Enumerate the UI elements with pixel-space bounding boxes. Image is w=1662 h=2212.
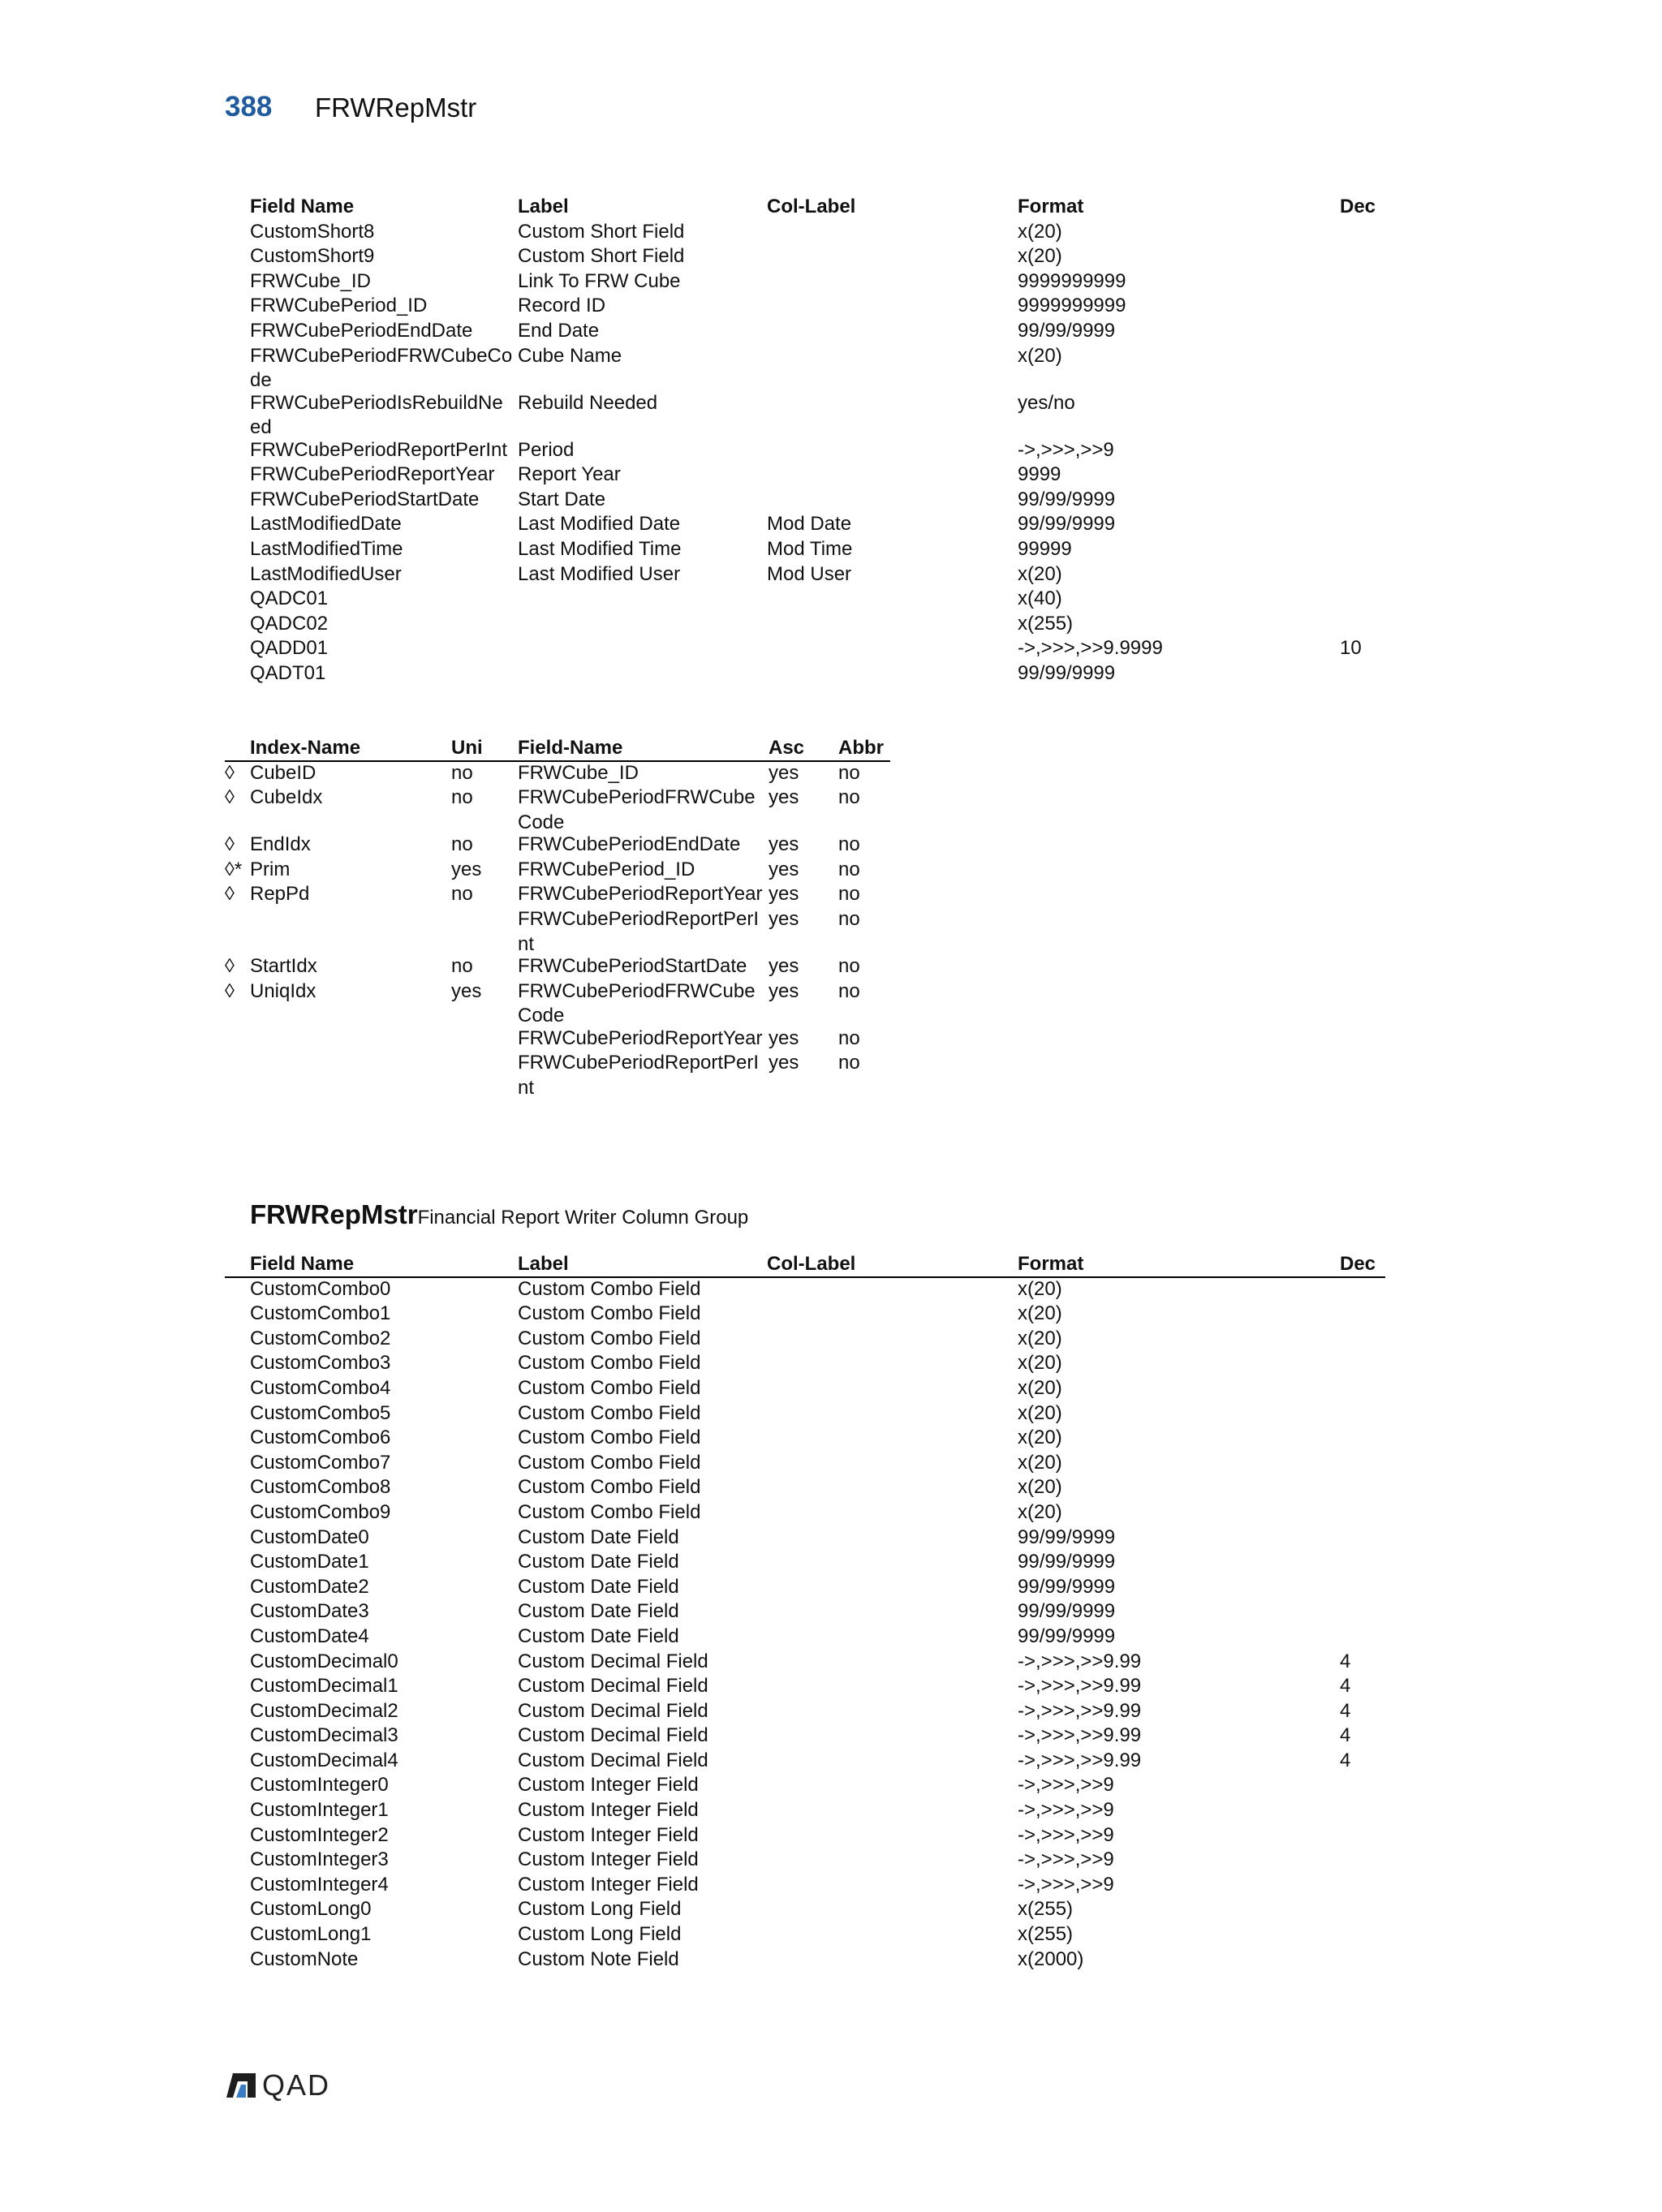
table-row [250, 1327, 1386, 1352]
header-format: Format [1018, 1253, 1084, 1275]
table-header-row [250, 1252, 1386, 1277]
format-cell: 9999999999 [1018, 295, 1126, 317]
label-cell: Custom Decimal Field [518, 1699, 708, 1722]
format-cell: 99/99/9999 [1018, 513, 1116, 536]
page-title: FRWRepMstr [315, 93, 477, 123]
unique-cell: no [451, 761, 473, 784]
format-cell: x(255) [1018, 1898, 1074, 1921]
label-cell: Custom Decimal Field [518, 1749, 708, 1771]
table-row [250, 1798, 1386, 1823]
asc-cell: yes [769, 1026, 799, 1049]
field-name-cell: CustomCombo9 [250, 1500, 391, 1523]
field-name-cell: CustomDecimal0 [250, 1650, 398, 1672]
field-name-cell: FRWCubePeriodReportPerInt [518, 1052, 760, 1099]
table-row [250, 1302, 1386, 1327]
format-cell: ->,>>>,>>9 [1018, 1799, 1114, 1822]
field-name-cell: FRWCubePeriodReportYear [518, 883, 763, 906]
field-name-cell: FRWCubePeriodReportYear [518, 1026, 763, 1049]
format-cell: x(20) [1018, 1376, 1062, 1399]
table-row [250, 612, 1386, 637]
asc-cell: yes [769, 786, 799, 809]
label-cell: Custom Short Field [518, 245, 685, 268]
label-cell: Custom Combo Field [518, 1327, 701, 1349]
asc-cell: yes [769, 979, 799, 1002]
header-field-name: Field-Name [518, 737, 623, 759]
field-name-cell: FRWCubePeriodEndDate [518, 833, 741, 856]
format-cell: x(20) [1018, 1500, 1062, 1523]
index-marker: ◊ [225, 954, 235, 977]
header-col-label: Col-Label [767, 1253, 856, 1275]
label-cell: Custom Decimal Field [518, 1675, 708, 1698]
field-name-cell: CustomCombo1 [250, 1302, 391, 1325]
table-row [250, 1773, 1386, 1798]
label-cell: Custom Combo Field [518, 1376, 701, 1399]
label-cell: Custom Combo Field [518, 1500, 701, 1523]
format-cell: x(20) [1018, 1277, 1062, 1300]
logo-text: QAD [262, 2068, 331, 2102]
table-row [250, 537, 1386, 562]
abbr-cell: no [838, 1026, 860, 1049]
abbr-cell: no [838, 858, 860, 880]
format-cell: ->,>>>,>>9.99 [1018, 1675, 1142, 1698]
field-name-cell: FRWCubePeriod_ID [250, 295, 428, 317]
qad-logo [225, 2069, 330, 2102]
format-cell: x(20) [1018, 1427, 1062, 1449]
table-row [250, 1897, 1386, 1922]
format-cell: ->,>>>,>>9 [1018, 1873, 1114, 1896]
section-name: FRWRepMstr [250, 1199, 418, 1229]
field-name-cell: CustomDate4 [250, 1625, 369, 1647]
abbr-cell: no [838, 954, 860, 977]
section-description: Financial Report Writer Column Group [417, 1207, 749, 1229]
label-cell: Last Modified Time [518, 537, 682, 560]
abbr-cell: no [838, 979, 860, 1002]
index-name-cell: UniqIdx [250, 979, 316, 1002]
table-row [250, 512, 1386, 537]
table-row [250, 587, 1386, 612]
dec-cell: 4 [1340, 1675, 1351, 1698]
format-cell: ->,>>>,>>9.99 [1018, 1724, 1142, 1747]
field-name-cell: CustomLong0 [250, 1898, 372, 1921]
dec-cell: 4 [1340, 1650, 1351, 1672]
field-name-cell: CustomLong1 [250, 1923, 372, 1946]
abbr-cell: no [838, 883, 860, 906]
field-name-cell: QADT01 [250, 661, 326, 684]
field-name-cell: FRWCubePeriodFRWCubeCode [518, 979, 756, 1027]
table-row [250, 1823, 1386, 1848]
field-table-continued [250, 195, 1386, 686]
table-row [250, 1277, 1386, 1302]
format-cell: 99999 [1018, 537, 1072, 560]
abbr-cell: no [838, 761, 860, 784]
field-name-cell: CustomDecimal2 [250, 1699, 398, 1722]
format-cell: x(20) [1018, 1401, 1062, 1424]
unique-cell: yes [451, 858, 482, 880]
format-cell: 99/99/9999 [1018, 319, 1116, 342]
field-name-cell: QADC02 [250, 612, 329, 635]
table-row [250, 1625, 1386, 1650]
table-row [250, 269, 1386, 295]
index-marker: ◊ [225, 786, 235, 809]
field-name-cell: FRWCube_ID [518, 761, 639, 784]
col-label-cell: Mod Date [767, 513, 852, 536]
field-name-cell: CustomDate0 [250, 1526, 369, 1548]
label-cell: Custom Combo Field [518, 1427, 701, 1449]
abbr-cell: no [838, 833, 860, 856]
table-row [225, 833, 890, 858]
table-row [225, 1026, 890, 1052]
label-cell: Custom Date Field [518, 1600, 679, 1623]
table-row [250, 1674, 1386, 1699]
label-cell: Report Year [518, 463, 621, 486]
field-name-cell: CustomDecimal4 [250, 1749, 398, 1771]
table-row [225, 882, 890, 907]
field-name-cell: CustomCombo2 [250, 1327, 391, 1349]
qad-logo-icon [225, 2072, 257, 2099]
index-name-cell: EndIdx [250, 833, 311, 856]
header-field-name: Field Name [250, 196, 355, 217]
format-cell: x(20) [1018, 1327, 1062, 1349]
unique-cell: no [451, 954, 473, 977]
table-row [250, 1749, 1386, 1774]
field-name-cell: CustomInteger4 [250, 1873, 389, 1896]
index-name-cell: CubeIdx [250, 786, 323, 809]
table-row [250, 1922, 1386, 1947]
label-cell: Cube Name [518, 344, 622, 367]
table-row [250, 1599, 1386, 1625]
label-cell: Custom Decimal Field [518, 1724, 708, 1747]
field-name-cell: QADD01 [250, 637, 329, 660]
table-header-row [250, 195, 1386, 220]
abbr-cell: no [838, 786, 860, 809]
field-name-cell: LastModifiedUser [250, 562, 402, 585]
index-name-cell: CubeID [250, 761, 316, 784]
unique-cell: no [451, 786, 473, 809]
format-cell: 99/99/9999 [1018, 661, 1116, 684]
field-name-cell: CustomInteger3 [250, 1848, 389, 1871]
table-row [225, 907, 890, 954]
label-cell: Custom Date Field [518, 1551, 679, 1573]
table-row [250, 1475, 1386, 1500]
field-name-cell: FRWCubePeriodStartDate [250, 488, 480, 510]
table-row [250, 244, 1386, 269]
field-name-cell: CustomDecimal1 [250, 1675, 398, 1698]
field-name-cell: CustomCombo3 [250, 1352, 391, 1375]
field-name-cell: CustomDate3 [250, 1600, 369, 1623]
table-row [250, 1724, 1386, 1749]
header-asc: Asc [769, 737, 805, 759]
table-row [250, 344, 1386, 391]
format-cell: ->,>>>,>>9.99 [1018, 1749, 1142, 1771]
table-row [250, 1500, 1386, 1526]
label-cell: Custom Integer Field [518, 1848, 699, 1871]
format-cell: 99/99/9999 [1018, 1526, 1116, 1548]
index-name-cell: RepPd [250, 883, 310, 906]
table-row [250, 438, 1386, 463]
format-cell: ->,>>>,>>9.99 [1018, 1650, 1142, 1672]
label-cell: End Date [518, 319, 600, 342]
label-cell: Custom Note Field [518, 1947, 679, 1970]
header-dec: Dec [1340, 1253, 1376, 1275]
asc-cell: yes [769, 907, 799, 930]
table-row [250, 1873, 1386, 1898]
field-name-cell: CustomCombo8 [250, 1476, 391, 1499]
index-name-cell: StartIdx [250, 954, 317, 977]
asc-cell: yes [769, 1052, 799, 1074]
table-row [225, 954, 890, 979]
format-cell: yes/no [1018, 391, 1075, 414]
label-cell: Custom Short Field [518, 220, 685, 243]
field-name-cell: FRWCubePeriodReportPerInt [518, 907, 760, 955]
field-name-cell: FRWCubePeriodStartDate [518, 954, 747, 977]
page-number: 388 [225, 91, 273, 123]
field-name-cell: CustomCombo7 [250, 1451, 391, 1474]
table-row [225, 858, 890, 883]
label-cell: Record ID [518, 295, 606, 317]
dec-cell: 4 [1340, 1699, 1351, 1722]
field-table [250, 1252, 1386, 1972]
field-name-cell: CustomDate1 [250, 1551, 369, 1573]
field-name-cell: CustomCombo0 [250, 1277, 391, 1300]
field-name-cell: CustomInteger0 [250, 1774, 389, 1797]
label-cell: Custom Long Field [518, 1898, 682, 1921]
label-cell: Custom Date Field [518, 1526, 679, 1548]
table-row [250, 220, 1386, 245]
col-label-cell: Mod Time [767, 537, 853, 560]
field-name-cell: CustomDecimal3 [250, 1724, 398, 1747]
index-marker: ◊ [225, 761, 235, 784]
table-row [225, 761, 890, 786]
field-name-cell: LastModifiedTime [250, 537, 403, 560]
abbr-cell: no [838, 907, 860, 930]
table-row [250, 562, 1386, 587]
format-cell: 99/99/9999 [1018, 1625, 1116, 1647]
format-cell: ->,>>>,>>9.9999 [1018, 637, 1163, 660]
format-cell: x(2000) [1018, 1947, 1084, 1970]
field-name-cell: LastModifiedDate [250, 513, 402, 536]
format-cell: x(20) [1018, 1302, 1062, 1325]
table-row [250, 661, 1386, 686]
format-cell: x(255) [1018, 1923, 1074, 1946]
unique-cell: no [451, 833, 473, 856]
table-row [250, 636, 1386, 661]
table-row [250, 1426, 1386, 1451]
field-name-cell: FRWCubePeriodReportPerInt [250, 438, 508, 461]
format-cell: x(20) [1018, 220, 1062, 243]
table-row [250, 1550, 1386, 1575]
table-row [250, 1650, 1386, 1675]
index-marker: ◊ [225, 979, 235, 1002]
field-name-cell: FRWCubePeriodReportYear [250, 463, 495, 486]
label-cell: Custom Combo Field [518, 1277, 701, 1300]
format-cell: ->,>>>,>>9 [1018, 1848, 1114, 1871]
index-marker: ◊* [225, 858, 243, 880]
label-cell: Rebuild Needed [518, 391, 658, 414]
dec-cell: 10 [1340, 637, 1362, 660]
field-name-cell: CustomNote [250, 1947, 359, 1970]
format-cell: x(20) [1018, 1451, 1062, 1474]
header-col-label: Col-Label [767, 196, 856, 217]
field-name-cell: FRWCubePeriod_ID [518, 858, 695, 880]
table-row [250, 488, 1386, 513]
label-cell: Custom Combo Field [518, 1352, 701, 1375]
format-cell: ->,>>>,>>9 [1018, 1774, 1114, 1797]
header-unique: Uni [451, 737, 483, 759]
table-row [250, 319, 1386, 344]
label-cell: Custom Integer Field [518, 1823, 699, 1846]
asc-cell: yes [769, 833, 799, 856]
format-cell: 99/99/9999 [1018, 1551, 1116, 1573]
format-cell: x(20) [1018, 245, 1062, 268]
table-row [225, 1051, 890, 1098]
table-row [250, 1575, 1386, 1600]
label-cell: Custom Decimal Field [518, 1650, 708, 1672]
index-table [225, 736, 890, 1098]
label-cell: Start Date [518, 488, 606, 510]
format-cell: ->,>>>,>>9.99 [1018, 1699, 1142, 1722]
format-cell: ->,>>>,>>9 [1018, 1823, 1114, 1846]
format-cell: x(20) [1018, 1352, 1062, 1375]
label-cell: Period [518, 438, 575, 461]
field-name-cell: FRWCube_ID [250, 269, 371, 292]
label-cell: Custom Integer Field [518, 1873, 699, 1896]
field-name-cell: FRWCubePeriodEndDate [250, 319, 473, 342]
index-name-cell: Prim [250, 858, 291, 880]
table-row [250, 463, 1386, 488]
format-cell: x(20) [1018, 1476, 1062, 1499]
label-cell: Last Modified User [518, 562, 681, 585]
format-cell: ->,>>>,>>9 [1018, 438, 1114, 461]
table-row [250, 1376, 1386, 1401]
abbr-cell: no [838, 1052, 860, 1074]
field-name-cell: CustomShort8 [250, 220, 375, 243]
format-cell: 99/99/9999 [1018, 488, 1116, 510]
format-cell: x(20) [1018, 344, 1062, 367]
field-name-cell: CustomDate2 [250, 1575, 369, 1598]
field-name-cell: CustomInteger1 [250, 1799, 389, 1822]
label-cell: Custom Date Field [518, 1575, 679, 1598]
format-cell: x(20) [1018, 562, 1062, 585]
label-cell: Custom Combo Field [518, 1401, 701, 1424]
header-abbr: Abbr [838, 737, 884, 759]
col-label-cell: Mod User [767, 562, 852, 585]
label-cell: Custom Combo Field [518, 1451, 701, 1474]
format-cell: x(40) [1018, 587, 1062, 610]
index-marker: ◊ [225, 833, 235, 856]
header-format: Format [1018, 196, 1084, 217]
label-cell: Custom Combo Field [518, 1302, 701, 1325]
field-name-cell: FRWCubePeriodFRWCubeCode [518, 786, 756, 833]
label-cell: Custom Integer Field [518, 1799, 699, 1822]
table-row [250, 294, 1386, 319]
asc-cell: yes [769, 761, 799, 784]
table-row [250, 1848, 1386, 1873]
field-name-cell: FRWCubePeriodFRWCubeCode [250, 344, 513, 392]
table-row [250, 1451, 1386, 1476]
format-cell: 99/99/9999 [1018, 1600, 1116, 1623]
header-label: Label [518, 196, 569, 217]
table-header-row [225, 736, 890, 761]
section-title [250, 1199, 748, 1230]
dec-cell: 4 [1340, 1749, 1351, 1771]
unique-cell: yes [451, 979, 482, 1002]
label-cell: Last Modified Date [518, 513, 681, 536]
index-marker: ◊ [225, 883, 235, 906]
label-cell: Custom Integer Field [518, 1774, 699, 1797]
asc-cell: yes [769, 858, 799, 880]
table-row [250, 391, 1386, 438]
header-label: Label [518, 1253, 569, 1275]
field-name-cell: CustomCombo4 [250, 1376, 391, 1399]
table-row [250, 1401, 1386, 1427]
format-cell: x(255) [1018, 612, 1074, 635]
table-row [250, 1699, 1386, 1724]
asc-cell: yes [769, 883, 799, 906]
table-row [250, 1947, 1386, 1973]
field-name-cell: CustomShort9 [250, 245, 375, 268]
asc-cell: yes [769, 954, 799, 977]
table-row [225, 979, 890, 1026]
format-cell: 9999 [1018, 463, 1061, 486]
table-row [225, 785, 890, 833]
table-row [250, 1526, 1386, 1551]
field-name-cell: CustomCombo5 [250, 1401, 391, 1424]
header-dec: Dec [1340, 196, 1376, 217]
header-index-name: Index-Name [250, 737, 361, 759]
table-row [250, 1351, 1386, 1376]
field-name-cell: CustomCombo6 [250, 1427, 391, 1449]
field-name-cell: CustomInteger2 [250, 1823, 389, 1846]
unique-cell: no [451, 883, 473, 906]
label-cell: Custom Combo Field [518, 1476, 701, 1499]
field-name-cell: QADC01 [250, 587, 329, 610]
label-cell: Link To FRW Cube [518, 269, 681, 292]
format-cell: 99/99/9999 [1018, 1575, 1116, 1598]
format-cell: 9999999999 [1018, 269, 1126, 292]
header-field-name: Field Name [250, 1253, 355, 1275]
dec-cell: 4 [1340, 1724, 1351, 1747]
label-cell: Custom Date Field [518, 1625, 679, 1647]
field-name-cell: FRWCubePeriodIsRebuildNeed [250, 391, 503, 439]
label-cell: Custom Long Field [518, 1923, 682, 1946]
